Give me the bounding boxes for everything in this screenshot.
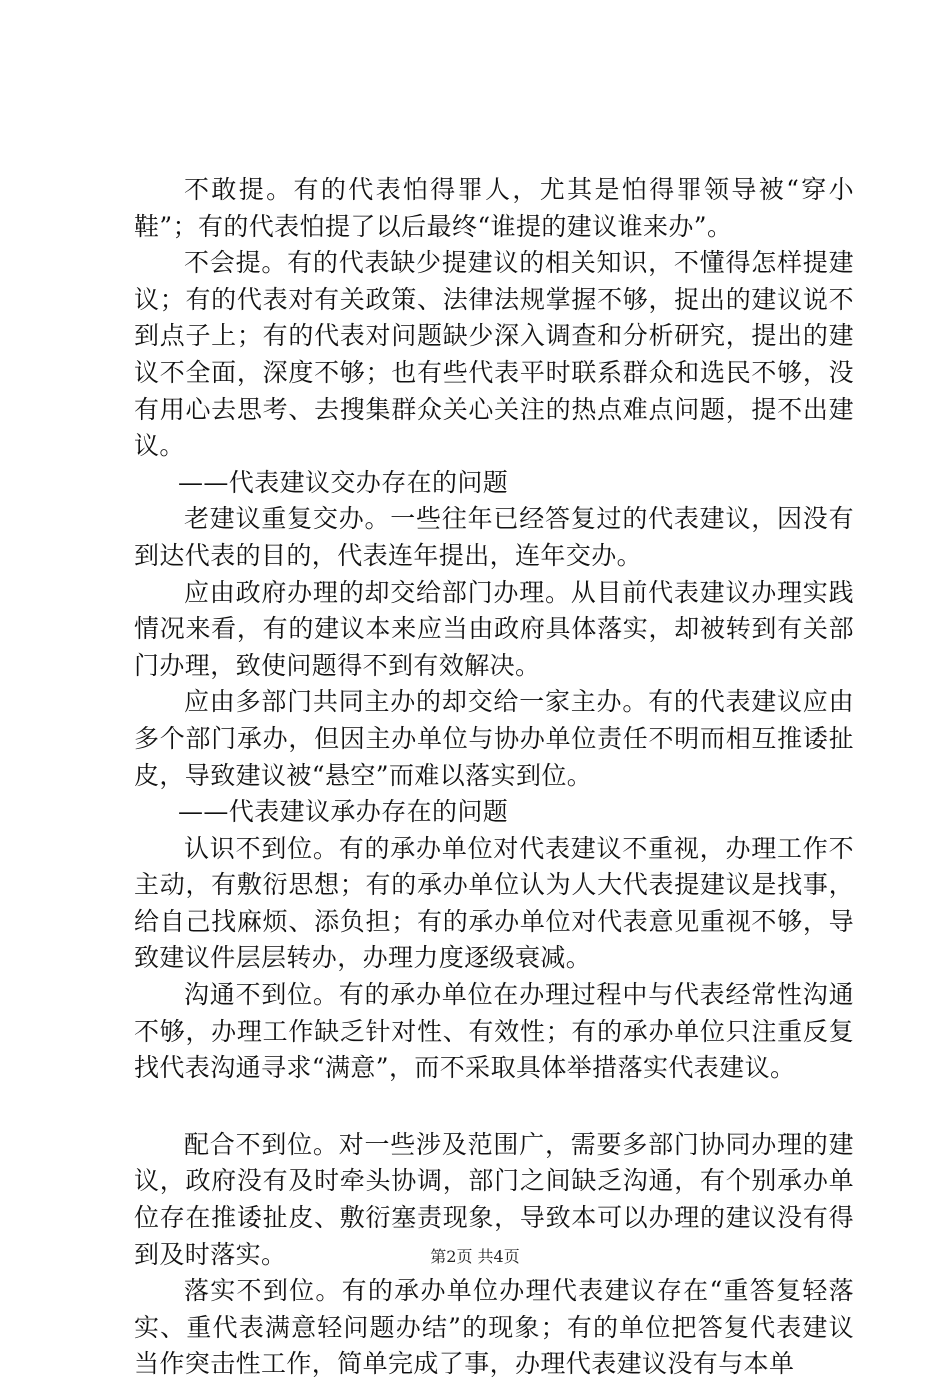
paragraph-government-vs-department: 应由政府办理的却交给部门办理。从目前代表建议办理实践情况来看，有的建议本来应当由政府具体落实，却被转到有关部门办理，致使问题得不到有效解决。 xyxy=(134,577,854,680)
section-heading-handling-issues: ——代表建议承办存在的问题 xyxy=(178,797,509,827)
page-footer: 第2页 共4页 xyxy=(430,1247,520,1266)
section-heading-assignment-issues: ——代表建议交办存在的问题 xyxy=(178,467,509,497)
paragraph-multi-department: 应由多部门共同主办的却交给一家主办。有的代表建议应由多个部门承办，但因主办单位与协办单位责任不明而相互推诿扯皮，导致建议被“悬空”而难以落实到位。 xyxy=(134,687,854,790)
paragraph-repeated-assignment: 老建议重复交办。一些往年已经答复过的代表建议，因没有到达代表的目的，代表连年提出，连年交办。 xyxy=(134,504,854,570)
paragraph-cannot-propose: 不会提。有的代表缺少提建议的相关知识，不懂得怎样提建议；有的代表对有关政策、法律法规掌握不够，捉出的建议说不到点子上；有的代表对问题缺少深入调查和分析研究，提出的建议不全面，深度不够；也有些代表平时联系群众和选民不够，没有用心去思考、去搜集群众关心关注的热点难点问题，提不出建议。 xyxy=(134,248,854,461)
body-text xyxy=(134,172,854,1383)
paragraph-dare-not-propose: 不敢提。有的代表怕得罪人，尤其是怕得罪领导被“穿小鞋”；有的代表怕提了以后最终“谁提的建议谁来办”。 xyxy=(134,175,854,241)
paragraph-gap xyxy=(134,1087,854,1127)
paragraph-implementation: 落实不到位。有的承办单位办理代表建议存在“重答复轻落实、重代表满意轻问题办结”的现象；有的单位把答复代表建议当作突击性工作，简单完成了事，办理代表建议没有与本单 xyxy=(134,1276,854,1379)
paragraph-communication: 沟通不到位。有的承办单位在办理过程中与代表经常性沟通不够，办理工作缺乏针对性、有效性；有的承办单位只注重反复找代表沟通寻求“满意”，而不采取具体举措落实代表建议。 xyxy=(134,980,854,1083)
paragraph-cooperation: 配合不到位。对一些涉及范围广，需要多部门协同办理的建议，政府没有及时牵头协调，部门之间缺乏沟通，有个别承办单位存在推诿扯皮、敷衍塞责现象，导致本可以办理的建议没有得到及时落实。 xyxy=(134,1129,854,1269)
paragraph-awareness: 认识不到位。有的承办单位对代表建议不重视，办理工作不主动，有敷衍思想；有的承办单位认为人大代表提建议是找事，给自己找麻烦、添负担；有的承办单位对代表意见重视不够，导致建议件层层转办，办理力度逐级衰减。 xyxy=(134,833,854,973)
